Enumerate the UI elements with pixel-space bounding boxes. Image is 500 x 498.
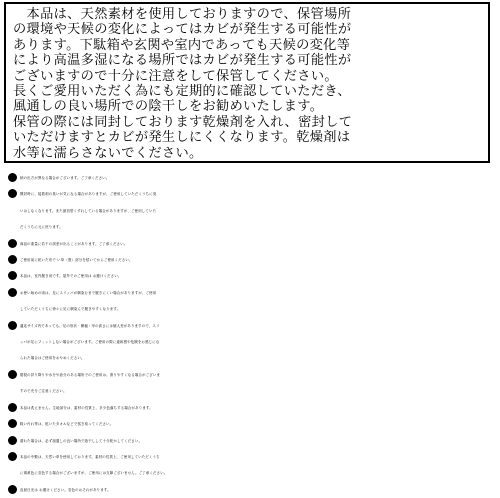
caution-item bbox=[7, 482, 497, 498]
caution-item bbox=[7, 449, 497, 482]
notice-line: 水等に濡らさないでください。 bbox=[13, 145, 203, 161]
bullet-icon bbox=[8, 321, 17, 330]
caution-item bbox=[7, 433, 497, 449]
notice-line: 風通しの良い場所での陰干しをお勧めいたします。 bbox=[13, 99, 324, 115]
caution-text: 適応サイズ内であっても、足の形状・横幅・甲の高さには個人差がありますので、スリ bbox=[20, 323, 160, 328]
caution-text: いはしなくなります。また最初型くずれしている場合がありますが、ご使用していた bbox=[20, 208, 157, 213]
caution-item bbox=[7, 416, 497, 432]
caution-text: だくうちに元に戻ります。 bbox=[20, 225, 63, 230]
notice-line: の環境や天候の変化によってはカビが発生する可能性が bbox=[13, 22, 352, 38]
bullet-icon bbox=[8, 255, 17, 264]
caution-text: お使い始めの頃は、足にスリッパが馴染むまで履きにくい場合がありますが、ご使用 bbox=[20, 290, 157, 295]
caution-item bbox=[7, 186, 497, 235]
caution-item bbox=[7, 236, 497, 252]
caution-text: 商品の重量に若干の誤差が出ることがあります。ご了承ください。 bbox=[20, 241, 128, 246]
caution-text: 開封時に、接着剤の臭いが気になる場合がありますが、ご使用していただくうちに臭 bbox=[20, 192, 157, 197]
notice-line: あります。下駄箱や玄関や室内であっても天候の変化等 bbox=[13, 37, 351, 53]
notice-line: 保管の際には同封しております乾燥剤を入れ、密封して bbox=[13, 114, 353, 130]
caution-text: ご使用前に乾いた布で い草（畳）部分を拭いてからご使用ください。 bbox=[20, 258, 133, 263]
bullet-icon bbox=[8, 370, 17, 379]
caution-text: 直射日光は お避けください。変色のおそれがあります。 bbox=[20, 487, 111, 492]
caution-text: していただくうちに徐々に足に馴染んで履きやすくなります。 bbox=[20, 307, 121, 312]
notice-line: により高温多湿になる場所ではカビが発生する可能性が bbox=[13, 53, 352, 69]
caution-item bbox=[7, 268, 497, 284]
caution-text: に薄黄色に変色する場合がございますが、ご使用には支障ございません。ご了承ください。 bbox=[20, 471, 168, 476]
notice-line: いただけますとカビが発生しにくくなります。乾燥剤は bbox=[13, 130, 351, 146]
caution-text: すので充分ご注意ください。 bbox=[20, 389, 67, 394]
bullet-icon bbox=[8, 452, 17, 461]
caution-text: 濡れた場合は、必ず風通しの良い場所で陰干しして十分乾かしてください。 bbox=[20, 438, 143, 443]
caution-item bbox=[7, 252, 497, 268]
caution-list bbox=[7, 170, 497, 498]
caution-item bbox=[7, 367, 497, 400]
caution-text: ッパが足にフィットしない場合がございます。ご使用の際に違和感や危険をお感じにな bbox=[20, 340, 160, 345]
caution-text: 階段の昇り降りや水分や油分のある場所でのご使用は、滑りやすくなる場合がございま bbox=[20, 372, 161, 377]
caution-text: 本品は、室内履き用です。屋外でのご使用は お避けください。 bbox=[20, 274, 122, 279]
caution-text: られた場合はご使用をおやめください。 bbox=[20, 356, 85, 361]
caution-text: 軽い汚れ等は、乾いたタオルなどで拭き取ってください。 bbox=[20, 422, 114, 427]
notice-line: ございますので十分に注意をして保管してください。 bbox=[13, 68, 338, 84]
caution-item bbox=[7, 170, 497, 186]
bullet-icon bbox=[8, 189, 17, 198]
bullet-icon bbox=[8, 288, 17, 297]
bullet-icon bbox=[8, 485, 17, 494]
notice-line: 本品は、天然素材を使用しておりますので、保管場所 bbox=[13, 7, 352, 22]
caution-text: 本品の中敷は、天然い草を使用しております。素材の性質上、ご使用していただくうち bbox=[20, 454, 160, 459]
bullet-icon bbox=[8, 403, 17, 412]
storage-notice-box bbox=[4, 2, 490, 163]
caution-text: 柄の出方が異なる場合がございます。ご了承ください。 bbox=[20, 176, 110, 180]
bullet-icon bbox=[8, 419, 17, 428]
bullet-icon bbox=[8, 436, 17, 445]
bullet-icon bbox=[8, 173, 17, 182]
caution-text: 本品は洗えません。生地部分は、素材の性質上、多少色落ちする場合があります。 bbox=[20, 405, 153, 410]
caution-item bbox=[7, 318, 497, 367]
bullet-icon bbox=[8, 239, 17, 248]
notice-line: 長くご愛用いただく為にも定期的に確認していただき、 bbox=[13, 84, 351, 100]
caution-item bbox=[7, 400, 497, 416]
caution-item bbox=[7, 285, 497, 318]
bullet-icon bbox=[8, 271, 17, 280]
